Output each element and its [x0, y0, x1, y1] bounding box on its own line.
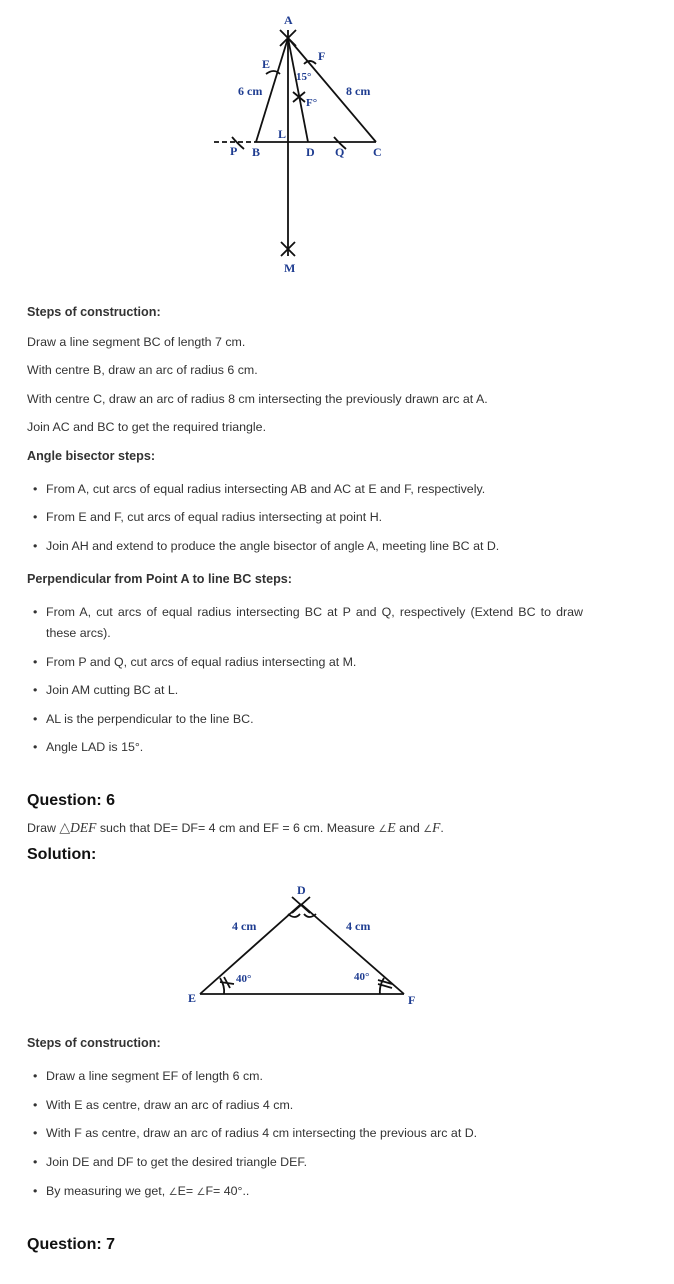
- list-item-text: Angle LAD is 15°.: [46, 740, 144, 754]
- prompt-text: .: [440, 821, 444, 835]
- measure-text: By measuring we get,: [46, 1184, 169, 1198]
- perpendicular-heading: Perpendicular from Point A to line BC steps:: [27, 572, 292, 586]
- label-m: M: [284, 261, 296, 275]
- label-c: C: [373, 145, 382, 159]
- angle-bisector-heading: Angle bisector steps:: [27, 449, 156, 463]
- list-item: [33, 1152, 307, 1173]
- angle-f-letter: F: [432, 820, 441, 835]
- label-a: A: [284, 13, 293, 27]
- triangle-def-figure: [180, 876, 430, 1016]
- list-item: [33, 479, 485, 500]
- step-line: Draw a line segment BC of length 7 cm.: [27, 335, 246, 349]
- solution-label: Solution:: [27, 846, 97, 863]
- label-e: E: [262, 57, 271, 71]
- list-item-text: From A, cut arcs of equal radius intersecting AB and AC at E and F, respectively.: [46, 482, 486, 496]
- angle-symbol: ∠: [423, 824, 433, 835]
- label-d: D: [297, 883, 306, 897]
- bullet: •: [33, 1155, 38, 1169]
- list-item-text: Draw a line segment EF of length 6 cm.: [46, 1069, 263, 1083]
- question-6-title: Question: 6: [27, 792, 116, 809]
- label-b: B: [252, 145, 261, 159]
- label-angle-15: 15°: [296, 71, 312, 83]
- bisector-ad: [288, 38, 308, 142]
- bullet: •: [33, 655, 38, 669]
- label-angle-f: F°: [306, 97, 318, 109]
- bullet: •: [33, 510, 38, 524]
- segment-df: [301, 904, 404, 994]
- steps-of-construction-heading-2: Steps of construction:: [27, 1036, 161, 1050]
- bullet: •: [33, 712, 38, 726]
- triangle-symbol: △: [59, 819, 71, 835]
- list-item: [33, 737, 143, 758]
- list-item-text: AL is the perpendicular to the line BC.: [46, 712, 254, 726]
- bullet: •: [33, 1098, 38, 1112]
- angle-e-letter: E: [387, 820, 396, 835]
- angle-symbol: ∠: [378, 824, 388, 835]
- measure-text: E=: [177, 1184, 197, 1198]
- question-7-title: Question: 7: [27, 1236, 116, 1253]
- angle-symbol: ∠: [168, 1187, 178, 1198]
- bullet: •: [33, 539, 38, 553]
- step-line: With centre C, draw an arc of radius 8 cm intersecting the previously drawn arc at A.: [27, 392, 488, 406]
- list-item: [33, 1123, 477, 1144]
- label-p: P: [230, 144, 238, 158]
- prompt-text: Draw: [27, 821, 60, 835]
- label-angle-e-40: 40°: [236, 973, 252, 985]
- list-item-text: From P and Q, cut arcs of equal radius intersecting at M.: [46, 655, 357, 669]
- triangle-abc-construction-figure: [200, 8, 400, 278]
- label-q: Q: [335, 145, 345, 159]
- prompt-text: and: [395, 821, 424, 835]
- angle-mark-f: [378, 978, 392, 994]
- label-angle-f-40: 40°: [354, 971, 370, 983]
- list-item: [33, 1066, 263, 1087]
- list-item-text: With F as centre, draw an arc of radius 4 cm intersecting the previous arc at D.: [46, 1126, 478, 1140]
- bullet: •: [33, 482, 38, 496]
- step-line: With centre B, draw an arc of radius 6 cm.: [27, 363, 258, 377]
- list-item: [33, 709, 254, 730]
- label-f-top: F: [318, 49, 326, 63]
- list-item: [33, 602, 583, 644]
- bullet: •: [33, 1069, 38, 1083]
- arc-mark-d: [292, 897, 310, 913]
- arc-mark-de: [288, 914, 300, 917]
- list-item-text: [46, 1181, 249, 1203]
- step-line: Join AC and BC to get the required triangle.: [27, 420, 267, 434]
- list-item-text: Join DE and DF to get the desired triangle DEF.: [46, 1155, 308, 1169]
- prompt-text: such that DE= DF= 4 cm and EF = 6 cm. Measure: [96, 821, 379, 835]
- list-item: [33, 1095, 293, 1116]
- label-4cm-de: 4 cm: [232, 919, 257, 933]
- list-item-text: From E and F, cut arcs of equal radius intersecting at point H.: [46, 510, 383, 524]
- triangle-name: DEF: [70, 820, 97, 835]
- bullet: •: [33, 683, 38, 697]
- label-e: E: [188, 991, 197, 1005]
- steps-of-construction-heading: Steps of construction:: [27, 305, 161, 319]
- list-item: [33, 652, 356, 673]
- list-item: [33, 680, 178, 701]
- bullet: •: [33, 1184, 38, 1198]
- list-item-text: With E as centre, draw an arc of radius 4 cm.: [46, 1098, 294, 1112]
- label-d: D: [306, 145, 315, 159]
- label-8cm: 8 cm: [346, 84, 371, 98]
- label-f: F: [408, 993, 416, 1007]
- label-l: L: [278, 127, 287, 141]
- label-4cm-df: 4 cm: [346, 919, 371, 933]
- list-item-text: Join AH and extend to produce the angle bisector of angle A, meeting line BC at D.: [46, 539, 500, 553]
- bullet: •: [33, 1126, 38, 1140]
- measure-text: F= 40°..: [205, 1184, 250, 1198]
- list-item: [33, 507, 382, 528]
- question-6-prompt: [27, 819, 444, 838]
- angle-symbol: ∠: [196, 1187, 206, 1198]
- list-item-text: Join AM cutting BC at L.: [46, 683, 179, 697]
- list-item-text: From A, cut arcs of equal radius intersecting BC at P and Q, respectively (Extend BC to draw these arcs).: [46, 605, 583, 640]
- list-item: [33, 1181, 249, 1203]
- angle-mark-e: [220, 977, 234, 994]
- bullet: •: [33, 740, 38, 754]
- list-item: [33, 536, 499, 557]
- label-6cm: 6 cm: [238, 84, 263, 98]
- bullet: •: [33, 605, 38, 619]
